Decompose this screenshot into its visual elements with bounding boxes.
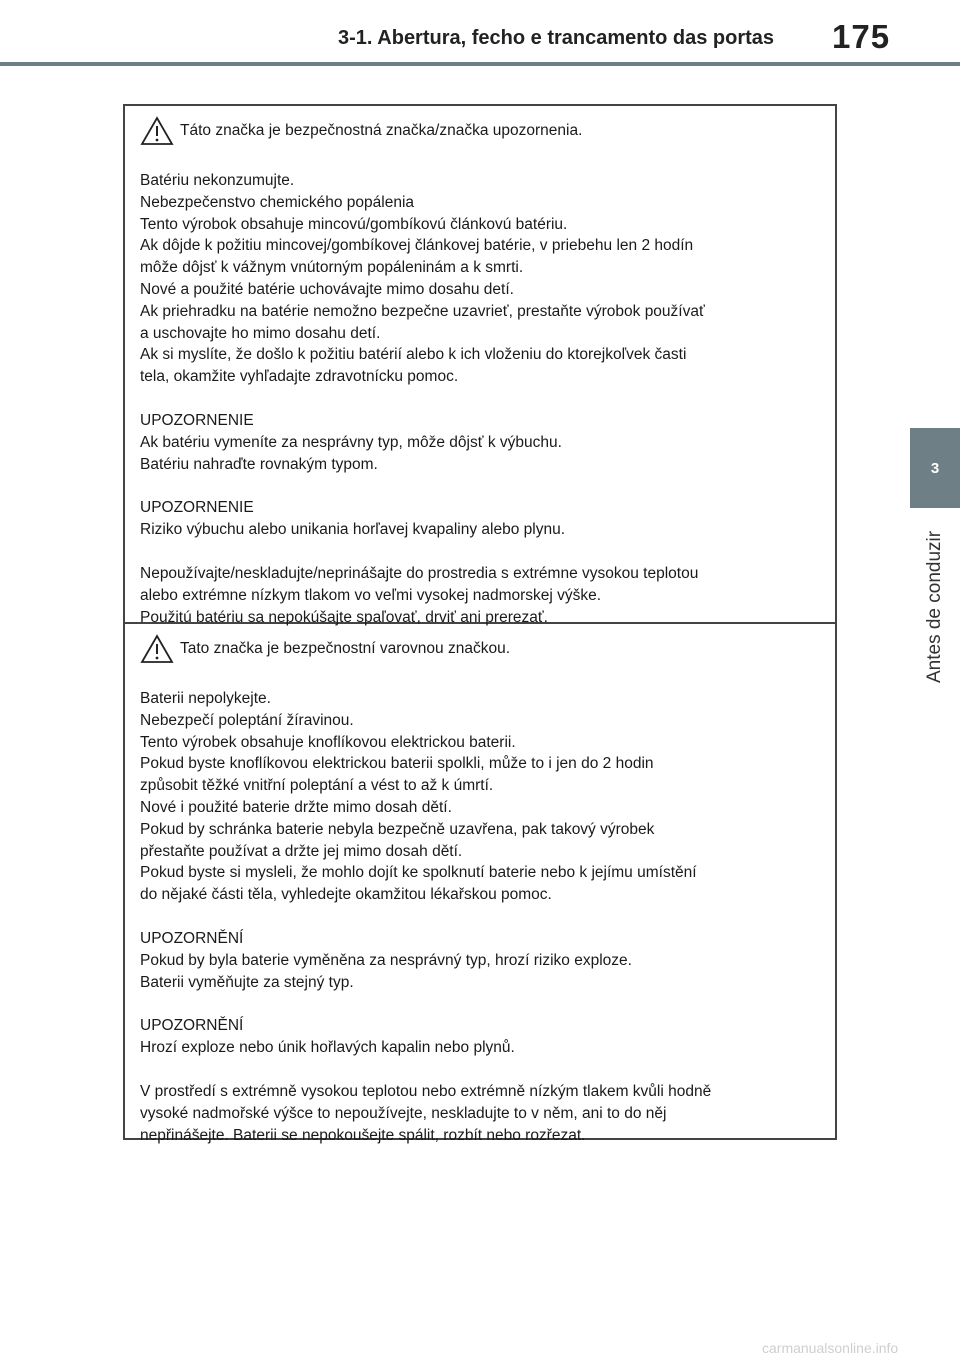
chapter-number: 3 (930, 459, 940, 477)
text-line: Pokud by schránka baterie nebyla bezpečně uzavřena, pak takový výrobek (140, 820, 655, 838)
text-line: nepřinášejte. Baterii se nepokoušejte spálit, rozbít nebo rozřezat. (140, 1126, 586, 1144)
page-number: 175 (832, 18, 891, 55)
battery-warning-box (123, 104, 837, 1144)
chapter-tab[interactable] (910, 428, 960, 508)
text-line: vysoké nadmořské výšce to nepoužívejte, neskladujte to v něm, ani to do něj (140, 1104, 667, 1122)
warning-section-slovak (125, 106, 835, 624)
text-line: Ak si myslíte, že došlo k požitiu batérií alebo k ich vloženiu do ktorejkoľvek časti (140, 346, 687, 364)
header-rule (0, 62, 960, 66)
text-line: tela, okamžite vyhľadajte zdravotnícku pomoc. (140, 368, 459, 386)
text-line: UPOZORNENIE (140, 499, 254, 517)
section-title: 3-1. Abertura, fecho e trancamento das portas (338, 27, 775, 49)
text-line: Batériu nahraďte rovnakým typom. (140, 455, 378, 473)
text-line: Nebezpečenstvo chemického popálenia (140, 193, 415, 211)
warning-triangle-icon (140, 634, 174, 664)
text-line: alebo extrémne nízkym tlakom vo veľmi vysokej nadmorskej výške. (140, 586, 602, 604)
paragraph-environment (140, 563, 821, 628)
symbol-description: Táto značka je bezpečnostná značka/značka upozornenia. (180, 122, 583, 139)
symbol-row (140, 114, 821, 148)
symbol-description: Tato značka je bezpečnostní varovnou značkou. (180, 640, 511, 657)
text-line: Riziko výbuchu alebo unikania horľavej kvapaliny alebo plynu. (140, 521, 566, 539)
paragraph-battery-ingestion (140, 170, 821, 388)
text-line: Ak priehradku na batérie nemožno bezpečne uzavrieť, prestaňte výrobok používať (140, 302, 705, 320)
text-line: Ak batériu vymeníte za nesprávny typ, môže dôjsť k výbuchu. (140, 433, 562, 451)
paragraph-battery-ingestion (140, 688, 821, 906)
text-line: UPOZORNENIE (140, 411, 254, 429)
text-line: Batériu nekonzumujte. (140, 172, 295, 189)
text-line: a uschovajte ho mimo dosahu detí. (140, 324, 381, 342)
text-line: Pokud byste si mysleli, že mohlo dojít ke spolknutí baterie nebo k jejímu umístění (140, 864, 697, 882)
paragraph-caution-type (140, 410, 821, 475)
paragraph-environment (140, 1081, 821, 1146)
text-line: Pokud byste knoflíkovou elektrickou baterii spolkli, může to i jen do 2 hodin (140, 755, 654, 773)
text-line: Hrozí exploze nebo únik hořlavých kapalin nebo plynů. (140, 1039, 515, 1057)
text-line: Nebezpečí poleptání žíravinou. (140, 711, 354, 729)
symbol-row (140, 632, 821, 666)
paragraph-caution-explosion (140, 497, 821, 541)
paragraph-caution-explosion (140, 1015, 821, 1059)
text-line: Baterii nepolykejte. (140, 690, 271, 707)
text-line: Nepoužívajte/neskladujte/neprinášajte do prostredia s extrémne vysokou teplotou (140, 564, 699, 582)
text-line: môže dôjsť k vážnym vnútorným popáleninám a k smrti. (140, 259, 524, 277)
watermark: carmanualsonline.info (762, 1340, 899, 1356)
text-line: Ak dôjde k požitiu mincovej/gombíkovej článkovej batérie, v priebehu len 2 hodín (140, 237, 694, 255)
text-line: Tento výrobek obsahuje knoflíkovou elektrickou baterii. (140, 733, 516, 751)
text-line: V prostředí s extrémně vysokou teplotou nebo extrémně nízkým tlakem kvůli hodně (140, 1082, 712, 1100)
text-line: Nové a použité batérie uchovávajte mimo dosahu detí. (140, 280, 514, 298)
text-line: způsobit těžké vnitřní poleptání a vést to až k úmrtí. (140, 777, 494, 795)
warning-section-czech (125, 624, 835, 1144)
text-line: Pokud by byla baterie vyměněna za nesprávný typ, hrozí riziko exploze. (140, 951, 632, 969)
text-line: Nové i použité baterie držte mimo dosah dětí. (140, 798, 452, 816)
chapter-label: Antes de conduzir (924, 530, 945, 684)
text-line: UPOZORNĚNÍ (140, 929, 244, 947)
text-line: UPOZORNĚNÍ (140, 1017, 244, 1035)
text-line: Baterii vyměňujte za stejný typ. (140, 973, 354, 991)
paragraph-caution-type (140, 928, 821, 993)
warning-triangle-icon (140, 116, 174, 146)
text-line: Použitú batériu sa nepokúšajte spaľovať, drviť ani prerezať. (140, 608, 548, 626)
text-line: Tento výrobok obsahuje mincovú/gombíkovú článkovú batériu. (140, 215, 568, 233)
text-line: do nějaké části těla, vyhledejte okamžitou lékařskou pomoc. (140, 886, 552, 904)
text-line: přestaňte používat a držte jej mimo dosah dětí. (140, 842, 463, 860)
